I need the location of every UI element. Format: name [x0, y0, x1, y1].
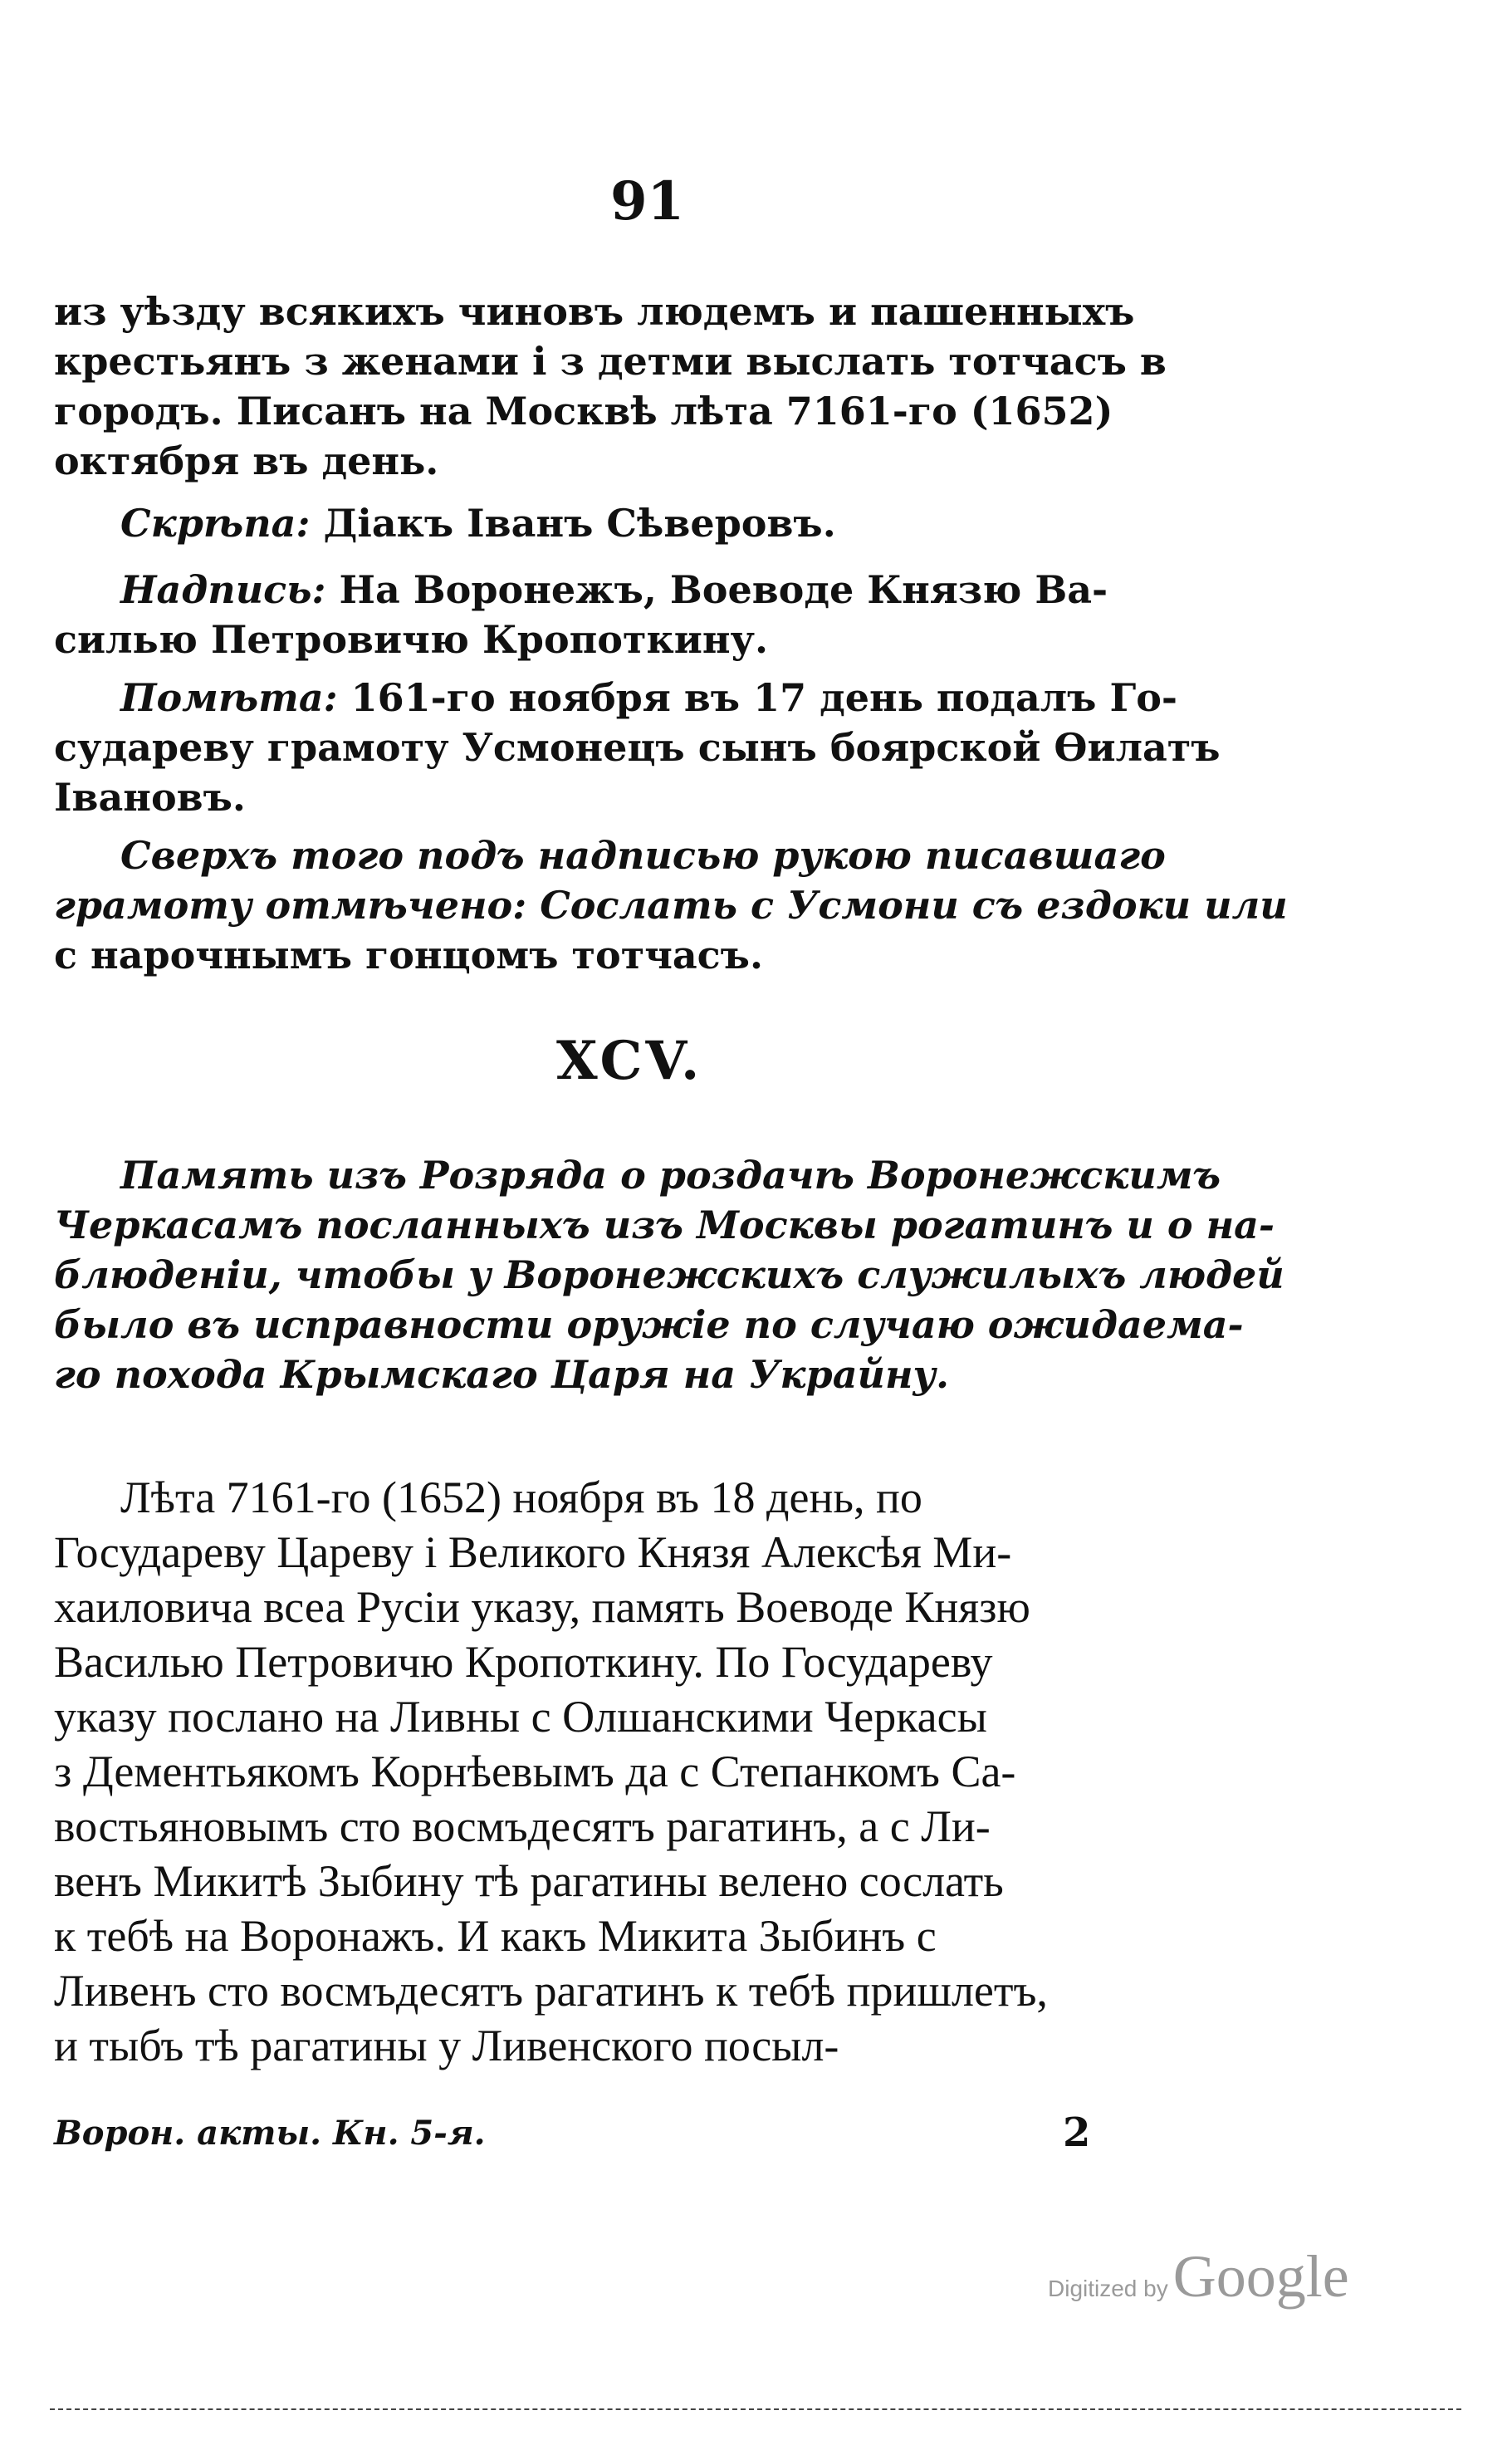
sverkh-line: с нарочнымъ гонцомъ тотчасъ. — [54, 933, 763, 977]
sverkh-paragraph — [54, 830, 1288, 980]
section-heading: XCV. — [556, 1030, 703, 1092]
nadpis-line: силью Петровичю Кропоткину. — [54, 617, 768, 662]
body-line: з Дементьякомъ Корнѣевымъ да с Степанкомъ Са- — [54, 1747, 1016, 1796]
pometa-line: судареву грамоту Усмонецъ сынъ боярской Ѳилатъ — [54, 725, 1221, 770]
nadpis-label: Надпись: — [120, 567, 326, 612]
body-line: указу послано на Ливны с Олшанскими Черкасы — [54, 1692, 987, 1742]
pometa-label: Помѣта: — [120, 675, 338, 720]
body-line: хаиловича всеа Русіи указу, память Воеводе Князю — [54, 1582, 1030, 1632]
text-line: октября въ день. — [54, 439, 439, 483]
body-line: Государеву Цареву і Великого Князя Алексѣя Ми- — [54, 1527, 1012, 1577]
page-edge-rule — [50, 2408, 1461, 2410]
summary-line: го похода Крымскаго Царя на Украйну. — [54, 1352, 950, 1397]
text-line: из уѣзду всякихъ чиновъ людемъ и пашенныхъ — [54, 289, 1135, 334]
summary-line: блюденіи, чтобы у Воронежскихъ служилыхъ людей — [54, 1252, 1284, 1297]
sverkh-line: Сверхъ того подъ надписью рукою писавшаго — [120, 833, 1166, 878]
pometa-paragraph — [54, 673, 1225, 822]
skrepa-text: Діакъ Іванъ Сѣверовъ. — [323, 501, 836, 546]
body-line: Лѣта 7161-го (1652) ноября въ 18 день, по — [120, 1472, 922, 1522]
footer-source: Ворон. акты. Кн. 5-я. — [54, 2114, 486, 2153]
body-line: востьяновымъ сто восмъдесятъ рагатинъ, а с Ли- — [54, 1801, 991, 1851]
skrepa-line — [54, 498, 1225, 548]
google-logo: Google — [1172, 2243, 1349, 2310]
nadpis-line: На Воронежъ, Воеводе Князю Ва- — [339, 567, 1108, 612]
text-line: городъ. Писанъ на Москвѣ лѣта 7161-го (1652) — [54, 389, 1113, 434]
skrepa-label: Скрѣпа: — [120, 501, 311, 546]
pometa-line: 161-го ноября въ 17 день подалъ Го- — [350, 675, 1178, 720]
watermark-prefix: Digitized by — [1048, 2276, 1168, 2301]
digitized-watermark — [1048, 2242, 1349, 2311]
body-paragraph — [54, 1470, 1225, 2073]
summary-paragraph — [54, 1150, 1284, 1399]
body-line: венъ Микитѣ Зыбину тѣ рагатины велено сослать — [54, 1856, 1004, 1906]
body-line: Ливенъ сто восмъдесятъ рагатинъ к тебѣ пришлетъ, — [54, 1966, 1048, 2016]
page-number: 91 — [610, 170, 685, 233]
summary-line: было въ исправности оружіе по случаю ожидаема- — [54, 1302, 1244, 1347]
text-line: крестьянъ з женами і з детми выслать тотчасъ в — [54, 339, 1167, 384]
summary-line: Память изъ Розряда о роздачѣ Воронежскимъ — [120, 1153, 1221, 1198]
footer-signature: 2 — [1063, 2109, 1091, 2156]
intro-paragraph — [54, 287, 1225, 486]
summary-line: Черкасамъ посланныхъ изъ Москвы рогатинъ и о на- — [54, 1203, 1275, 1247]
body-line: к тебѣ на Воронажъ. И какъ Микита Зыбинъ с — [54, 1911, 937, 1961]
body-line: Василью Петровичю Кропоткину. По Государеву — [54, 1637, 993, 1687]
pometa-line: Івановъ. — [54, 775, 246, 820]
sverkh-line: грамоту отмѣчено: Сослать с Усмони съ ездоки или — [54, 883, 1288, 928]
body-line: и тыбъ тѣ рагатины у Ливенского посыл- — [54, 2021, 839, 2070]
nadpis-paragraph — [54, 565, 1225, 664]
